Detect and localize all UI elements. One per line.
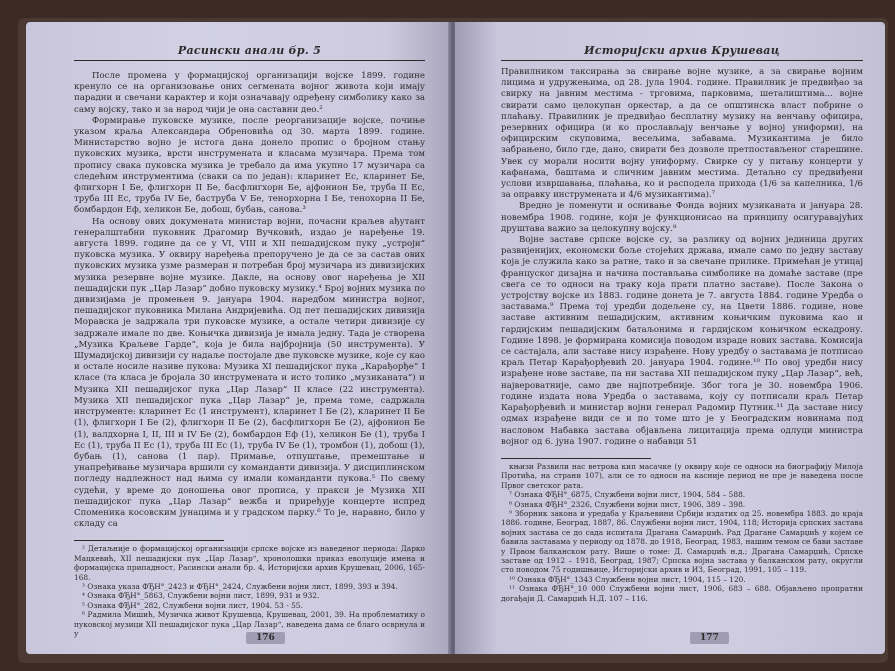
left-footnote: ⁴ Ознака ФЂН°_5863, Службени војни лист, 1899, 931 и 932. [82, 591, 320, 601]
left-page-number: 176 [246, 632, 285, 644]
right-paragraph: Правилником таксирања за свирање војне музике, а за свирање војним лицима и удружењима, од 28. јула 1904. године. Правилник је предвиђао за свирку на јавним местима - трговима, парковима, шеталиштима... војне свирати само целокупан оркестар, а да се општинска власт побрине о плаћању. Правилник је предвиђао бесплатну музику на венчању официра, резервних официра (и ко прослављају венчање у војној униформи), на официрским скуповима, весељима, забавама. Музикантима је било забрањено, било где, дано, свирати без дозволе претпостављеног старешине. Увек су морали носити војну униформу. Свирке су у питању концерти у кафанама, баштама и сличним јавним местима. Детаљно су предвиђени услови извршавања, плаћања, ко и расподела прихода (1/6 за капелника, 1/6 за оправку инструмената и 4/6 музикантима).⁷ [501, 67, 863, 201]
right-footnote: ⁸ Ознака ФЂН°_2326, Службени војни лист, 1906, 389 – 398. [509, 499, 746, 509]
right-paragraph: Војне заставе српске војске су, за разлику од војних јединица других развијенијих, економски боље стојећих држава, имале само по једну заставу која је служила како за ратне, тако и за свечане прилике. Примећан је утицај француског дизајна и начина постављања симболике на домаће заставе (пре свега се то односи на траку која прати платно заставе). После Закона о устројству војске из 1883. године донета је 7. августа 1884. године Уредба о заставама.⁹ Према тој уредби додељене су, на Цвети 1886. године, нове заставе активним пешадијским, активним коњичким пуковима као и гардијским пешадијским батаљонима и гардијском коњичком ескадрону. Године 1898. је формирана комисија поводом израде нових застава. Комисија се састајала, али заставе нису израђене. Нову уредбу о заставама је потписао краљ Петар Карађорђевић 20. јануара 1904. године.¹⁰ По овој уредби нису израђене нове заставе, па ни застава XII пешадијском пуку „Цар Лазар“, већ, највероватније, само две најпотребније. Због тога је 30. новембра 1906. године издата нова Уредба о заставама, коју су потписали краљ Петар Карађорђевић и министар војни генерал Радомир Путник.¹¹ Да заставе нису одмах израђене види се и по томе што је у Београдским новинама под насловом Набавка застава објављена лицитација према одлуци министра војног од 6. јуна 1907. године о набавци 51 [501, 235, 863, 447]
footnote-rule [501, 458, 651, 459]
left-page [26, 22, 451, 654]
left-footnote: ³ Ознака указа ФЂН°_2423 и ФЂН°_2424, Службени војни лист, 1899, 393 и 394. [82, 581, 398, 591]
left-paragraph: После промена у формацијској организацији војске 1899. године кренуло се на организовање оних сегмената војног живота који имају парадни и свечани карактер и који означавају одређену симболику како за саму војску, тако и за народ чији је она саставни део.² [74, 71, 425, 115]
left-footnote: ⁵ Ознака ФЂН°_282, Службени војни лист, 1904. 53 - 55. [82, 600, 303, 610]
right-page [455, 22, 885, 654]
left-paragraph: Формирање пуковске музике, после реорганизације војске, почиње указом краља Александара Обреновића од 30. марта 1899. године. Министарство војно је истога дана донело пропис о бројном стању пуковских музика, врсти инструмената и класама музичара. Према том пропису свака пуковска музика је требало да има укупно 17 музичара са следећим инструментима (сваки са по један): кларинет Ес, кларинет Бе, флигхорн I Бе, флигхорн II Бе, басфлигхорн Бе, ајфонион Бе, труба II Ес, труба III Ес, труба IV Бе, баструба V Бе, тенорхорна I Бе, тенохорна II Бе, бомбардон Еф, хеликон Бе, добош, бубањ, санова.³ [74, 115, 425, 216]
right-running-head: Историјски архив Крушевац [501, 44, 863, 61]
right-paragraph: Вредно је поменути и оснивање Фонда војних музиканата и јануара 28. новембра 1908. године, који је функционисао на принципу осигуравајућих друштава важио за целокупну војску.⁸ [501, 201, 863, 234]
left-paragraph: На основу ових докумената министар војни, почасни краљев ађутант генералштабни пуковник Драгомир Вучковић, издао је наређење 19. августа 1899. године да се у VI, VIII и XII пешадијском пуку „устроји“ пуковска музика. У оквиру наређења препоручено је да се за састав ових пуковских музика узме размеран и потребан број музичара из дивизијских музика резервне војне музике. Дакле, на основу овог наређења је XII пешадијски пук „Цар Лазар“ добио пуковску музику.⁴ Број војних музика по дивизијама је промењен 9. јануара 1904. наредбом министра војног, пешадијског пуковника Милана Андријевића. Од пет пешадијских дивизија Моравска је задржала три пуковске музике, а остале четири дивизије су задржале имале по две. Коњичка дивизија је имала једну. Тада је створена „Музика Краљеве Гарде“, која је била најбројнија (50 инструмента). У Шумадијској дивизији су надаље постојале две пуковске музике, које су као и остале носиле називе пукова: Музика XI пешадијског пука „Карађорђе“ I класе (та класа је бројала 30 инструмената и исто толико „музиканата“) и Музика XII пешадијског пука „Цар Лазар“ II класе (22 инструмента). Музика XII пешадијског пука „Цар Лазар“ је, према томе, садржала инструменте: кларинет Ес (1 инструмент), кларинет I Бе (2), кларинет II Бе (1), флигхорн I Бе (2), флигхорн II Бе (2), басфлигхорн Бе (2), ајфонион Бе (1), валдхорна I, II, III и IV Бе (2), бомбардон Еф (1), хеликон Бе (1), труба I Ес (1), труба II Ес (1), труба III Ес (1), труба IV Бе (1), тромбон (1), добош (1), бубањ (1), санова (1 пар). Примање, отпуштање, премештање и унапређивање музичара вршили су команданти дивизија. У дисциплинском погледу надлежност над њима су имали команданти пукова.⁵ По свему судећи, у време до доношења овог прописа, у пракси је Музика XII пешадијског пука „Цар Лазар“ вежба и приређује концерте испред Споменика косовским јунацима и у градском парку.⁶ То је, наравно, било у складу са [74, 216, 425, 530]
right-footnote: ⁹ Зборник закона и уредаба у Краљевини Србији издатих од 25. новембра 1883. до краја 1886. године, Београд, 1887, 86. Службени војни лист, 1904, 118; Историја српских застава војних застава се до сада испитала Драгана Самарџић. Рад Драгане Самарџић у којем се бавила заставама у периоду од 1878. до 1918, Београд, 1983, нашим темом се бави заставе у Првом балканском рату. Више о томе: Д. Самарџић н.д.; Драгана Самарџић, Српске заставе од 1912 – 1918, Београд, 1987; Српска војна застава у балканском рату, округли сто поводом 75 годишњице, Историјски архив и ИЗ, Београд, 1991, 105 – 119. [501, 508, 863, 575]
left-footnote: ⁶ Радмила Мишић, Музичка живот Крушевца, Крушевац, 2001, 39. На проблематику о пуковској музици XII пешадијског пука „Цар Лазар“, наведена дама се благо осврнула и у [74, 610, 425, 638]
open-book [18, 18, 888, 663]
right-footnote: ¹⁰ Ознака ФЂН°_1343 Службени војни лист, 1904, 115 – 120. [509, 574, 746, 584]
right-footnote: књизи Развили нас ветрова кип масачке (у оквиру које се односи на биографију Милоја Протића, на страни 107), али се то односи на касније период не пре је наведена после Првог светског рата. [501, 461, 863, 490]
right-footnote: ¹¹ Ознака ФЂН°_10 000 Службени војни лист, 1906, 683 – 688. Објављено пропратни догађаји Д. Самарџић Н.Д. 107 – 116. [501, 584, 863, 603]
left-running-head: Расински анали бр. 5 [74, 44, 425, 61]
right-footnote: ⁷ Ознака ФЂН°_6875, Службени војни лист, 1904, 584 – 588. [509, 490, 746, 500]
left-footnote: ² Детаљније о формацијској организацији српске војске из наведеног периода: Дарко Мацкевић, XII пешадијски пук „Цар Лазар“, хронолошки приказ еволуције имена и формацијска припадност, Расински анали бр. 4, Историјски архив Крушевац, 2006, 165-168. [74, 544, 425, 582]
footnote-rule [74, 540, 224, 541]
right-page-number: 177 [690, 632, 729, 644]
